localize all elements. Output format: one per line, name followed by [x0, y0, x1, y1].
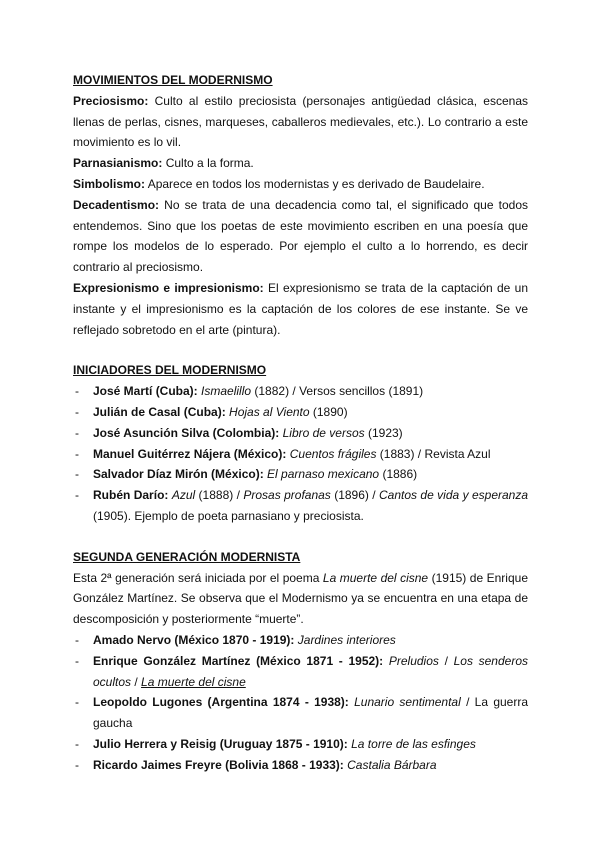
work-detail: /	[438, 653, 454, 668]
list-item	[73, 485, 528, 527]
dash-bullet: -	[75, 384, 79, 399]
author-name: Enrique González Martínez (México 1871 - 1952):	[93, 653, 384, 668]
def-term: Preciosismo:	[73, 93, 149, 108]
work-detail: (1888) /	[195, 488, 244, 503]
work-title: Jardines interiores	[297, 632, 396, 647]
heading-movimientos: MOVIMIENTOS DEL MODERNISMO	[73, 73, 273, 87]
heading-segunda-generacion: SEGUNDA GENERACIÓN MODERNISTA	[73, 549, 301, 564]
def-parnasianismo	[73, 153, 528, 174]
author-name: Julio Herrera y Reisig (Uruguay 1875 - 1910):	[93, 736, 348, 751]
def-text: Culto a la forma.	[162, 156, 254, 171]
work-detail: (1882) / Versos sencillos (1891)	[251, 384, 424, 399]
dash-bullet: -	[75, 404, 79, 419]
list-item	[73, 755, 528, 776]
author-name: Manuel Guitérrez Nájera (México):	[93, 446, 287, 461]
work-detail: /	[131, 674, 142, 689]
work-detail: (1896) /	[330, 488, 380, 503]
author-name: Rubén Darío:	[93, 488, 169, 503]
work-title: El parnaso mexicano	[267, 467, 380, 482]
segunda-list	[73, 630, 528, 776]
def-term: Decadentismo:	[73, 197, 160, 212]
list-item	[73, 381, 528, 402]
list-item	[73, 734, 528, 755]
work-title: Preludios	[388, 653, 439, 668]
def-expresionismo	[73, 278, 528, 340]
work-title: Los senderos ocultos	[93, 653, 528, 689]
def-preciosismo	[73, 91, 528, 153]
work-title: La torre de las esfinges	[351, 736, 476, 751]
heading-iniciadores: INICIADORES DEL MODERNISMO	[73, 363, 267, 378]
work-title-underlined: La muerte del cisne	[141, 674, 246, 689]
work-detail: (1905). Ejemplo de poeta parnasiano y preciosista.	[93, 508, 364, 523]
work-title: Azul	[171, 488, 196, 503]
work-title: Prosas profanas	[243, 488, 331, 503]
author-name: José Asunción Silva (Colombia):	[93, 425, 280, 440]
work-title: Lunario sentimental	[354, 695, 461, 710]
work-detail: / La guerra gaucha	[93, 695, 529, 731]
dash-bullet: -	[75, 736, 79, 751]
def-decadentismo	[73, 195, 528, 278]
dash-bullet: -	[75, 467, 79, 482]
dash-bullet: -	[75, 425, 79, 440]
dash-bullet: -	[75, 695, 79, 710]
work-detail: (1883) / Revista Azul	[376, 446, 491, 461]
work-title: Ismaelillo	[201, 384, 252, 399]
dash-bullet: -	[75, 488, 79, 503]
document-body	[73, 70, 528, 776]
def-text: Aparece en todos los modernistas y es derivado de Baudelaire.	[145, 176, 485, 191]
work-title: Castalia Bárbara	[347, 757, 437, 772]
list-item	[73, 402, 528, 423]
author-name: Leopoldo Lugones (Argentina 1874 - 1938):	[93, 695, 349, 710]
work-title: Hojas al Viento	[229, 404, 310, 419]
work-detail: (1923)	[364, 425, 403, 440]
def-text: Culto al estilo preciosista (personajes antigüedad clásica, escenas llenas de perlas, cisnes, marqueses, caballeros medievales, etc.). Lo contrario a este movimiento es lo vil.	[73, 93, 528, 150]
def-text: No se trata de una decadencia como tal, el significado que todos entendemos. Sino que los poetas de este movimiento escriben en una poesía que rompe los modelos de lo esperado. Por ejemplo el culto a lo horrendo, es decir contrario al preciosismo.	[73, 197, 528, 275]
intro-text: (1915) de Enrique González Martínez. Se observa que el Modernismo ya se encuentra en una etapa de descomposición y posteriormente “muerte”.	[73, 570, 528, 627]
list-item	[73, 444, 528, 465]
work-title: La muerte del cisne	[322, 570, 429, 585]
def-term: Simbolismo:	[73, 176, 146, 191]
author-name: Amado Nervo (México 1870 - 1919):	[93, 632, 295, 647]
list-item	[73, 630, 528, 651]
segunda-intro	[73, 568, 528, 630]
list-item	[73, 423, 528, 444]
def-term: Expresionismo e impresionismo:	[73, 280, 264, 295]
dash-bullet: -	[75, 632, 79, 647]
iniciadores-list	[73, 381, 528, 527]
author-name: José Martí (Cuba):	[93, 384, 198, 399]
author-name: Julián de Casal (Cuba):	[93, 404, 226, 419]
def-term: Parnasianismo:	[73, 156, 163, 171]
dash-bullet: -	[75, 757, 79, 772]
def-text: El expresionismo se trata de la captación de un instante y el impresionismo es la captación de los colores de ese instante. Se ve reflejado sobretodo en el arte (pintura).	[73, 280, 529, 337]
dash-bullet: -	[75, 653, 79, 668]
work-title: Cuentos frágiles	[289, 446, 377, 461]
work-title: Cantos de vida y esperanza	[379, 488, 529, 503]
work-title: Libro de versos	[282, 425, 365, 440]
work-detail: (1890)	[309, 404, 348, 419]
author-name: Ricardo Jaimes Freyre (Bolivia 1868 - 1933):	[93, 757, 344, 772]
def-simbolismo	[73, 174, 528, 195]
dash-bullet: -	[75, 446, 79, 461]
list-item	[73, 464, 528, 485]
author-name: Salvador Díaz Mirón (México):	[93, 467, 264, 482]
list-item	[73, 692, 528, 734]
work-detail: (1886)	[379, 467, 418, 482]
list-item	[73, 651, 528, 693]
intro-text: Esta 2ª generación será iniciada por el poema	[73, 570, 323, 585]
